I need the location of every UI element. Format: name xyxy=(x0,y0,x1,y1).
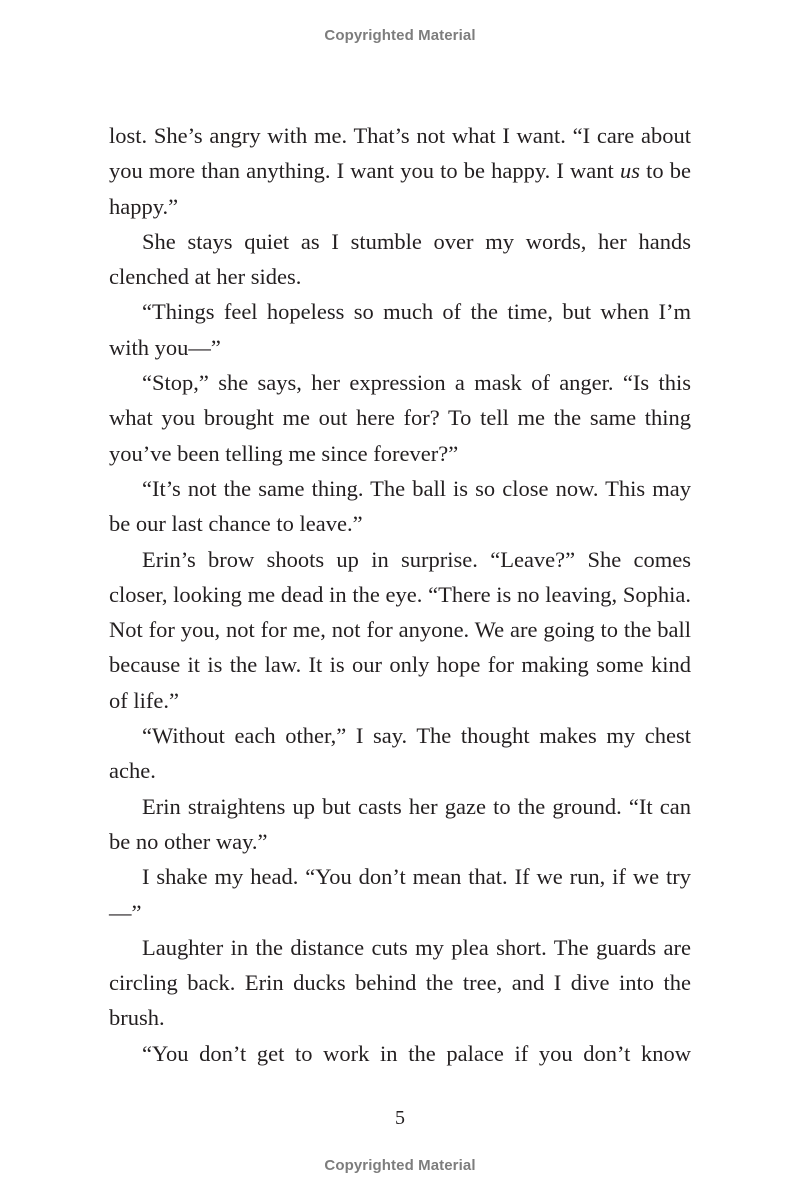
paragraph-6: Erin’s brow shoots up in surprise. “Leave?” She comes closer, looking me dead in the eye. “There is no leaving, Sophia. Not for you, not for me, not for anyone. We are going to the ball because it is the law. It is our only hope for making some kind of life.” xyxy=(109,546,691,713)
paragraph-8: Erin straightens up but casts her gaze to the ground. “It can be no other way.” xyxy=(109,793,691,854)
page-number: 5 xyxy=(395,1107,405,1129)
paragraph-9: I shake my head. “You don’t mean that. If we run, if we try—” xyxy=(109,864,691,925)
paragraph-3: “Things feel hopeless so much of the time, but when I’m with you—” xyxy=(109,299,691,360)
paragraph-2: She stays quiet as I stumble over my words, her hands clenched at her sides. xyxy=(109,228,691,290)
paragraph-11: “You don’t get to work in the palace if you don’t know xyxy=(142,1040,691,1066)
paragraph-1-text-before: lost. She’s angry with me. That’s not what I want. “I care about you more than anything. I want you to be happy. I want xyxy=(109,123,691,184)
paragraph-7: “Without each other,” I say. The thought makes my chest ache. xyxy=(109,723,691,784)
paragraph-4: “Stop,” she says, her expression a mask of anger. “Is this what you brought me out here for? To tell me the same thing you’ve been telling me since forever?” xyxy=(109,370,691,466)
paragraph-1 xyxy=(109,118,691,224)
paragraph-1-emphasis: us xyxy=(619,158,640,184)
copyright-watermark-top: Copyrighted Material xyxy=(324,27,476,44)
page-body-text xyxy=(109,118,691,1071)
copyright-watermark-bottom: Copyrighted Material xyxy=(324,1157,476,1174)
paragraph-1-text-after: to be happy.” xyxy=(109,158,691,219)
paragraph-10: Laughter in the distance cuts my plea short. The guards are circling back. Erin ducks behind the tree, and I dive into the brush. xyxy=(109,934,691,1031)
paragraph-5: “It’s not the same thing. The ball is so close now. This may be our last chance to leave.” xyxy=(109,475,691,537)
